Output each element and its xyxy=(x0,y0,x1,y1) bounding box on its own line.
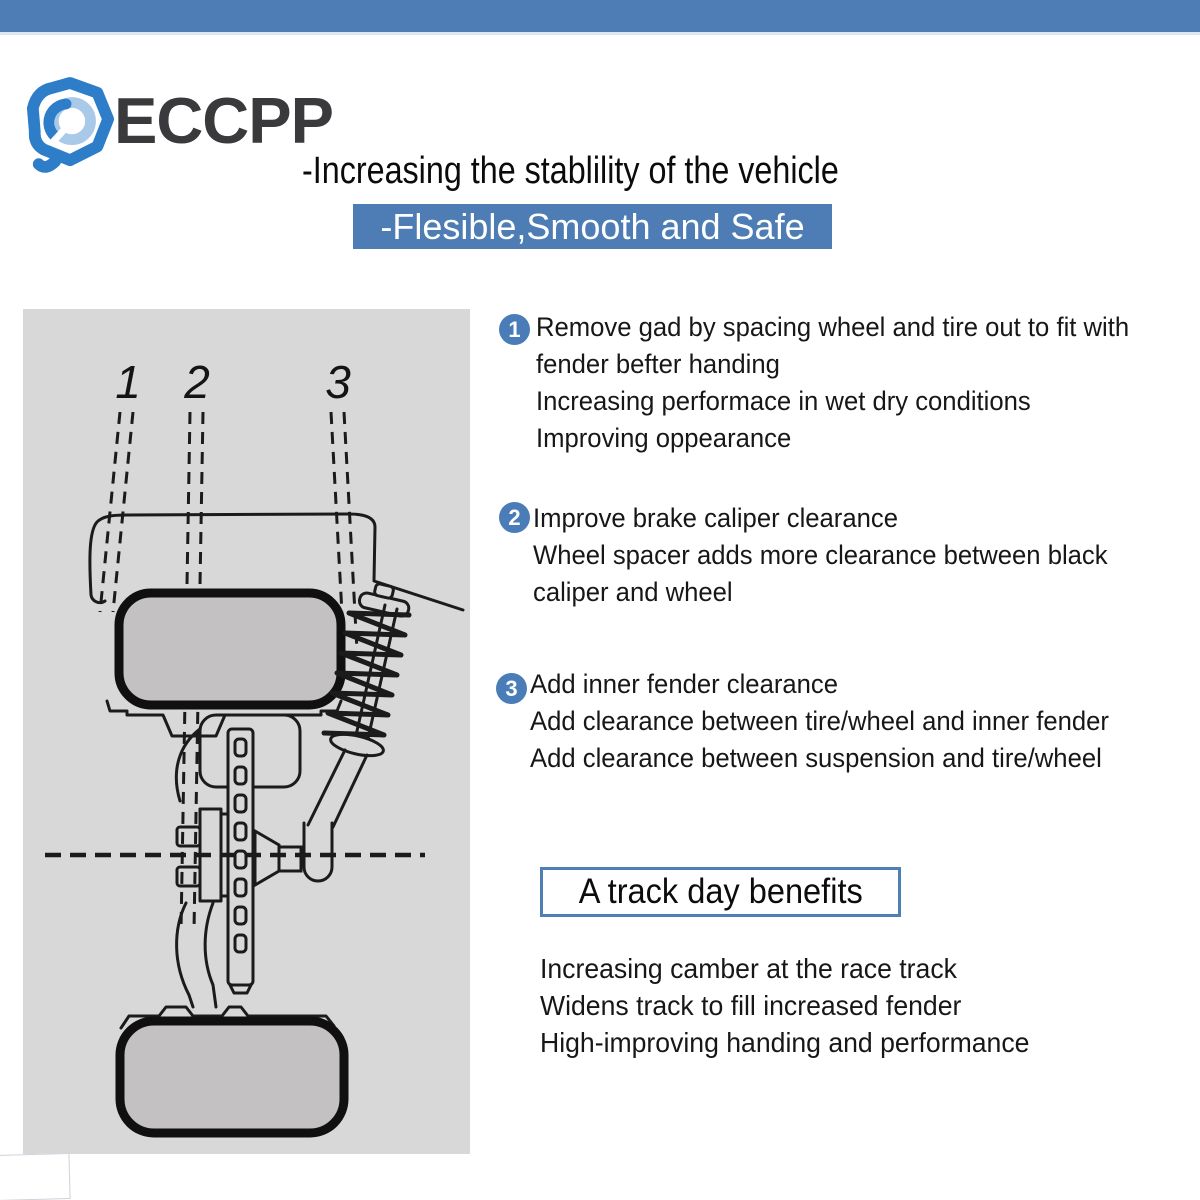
brake-rotor xyxy=(228,729,253,993)
benefit-line: caliper and wheel xyxy=(533,577,733,607)
track-day-text xyxy=(540,950,1029,1061)
diagram-label-1: 1 xyxy=(115,356,141,408)
benefit-line: Improve brake caliper clearance xyxy=(533,503,898,533)
suspension-diagram xyxy=(23,309,470,1154)
track-day-line: Increasing camber at the race track xyxy=(540,953,957,984)
benefit-line: Add inner fender clearance xyxy=(530,669,839,699)
benefit-2-badge: 2 xyxy=(499,502,530,533)
suspension-diagram-panel xyxy=(23,309,470,1154)
track-day-title: A track day benefits xyxy=(578,872,863,911)
track-day-line: High-improving handing and performance xyxy=(540,1027,1030,1058)
strut-and-ball-joint xyxy=(304,750,367,881)
diagram-label-3: 3 xyxy=(325,356,351,408)
eccpp-nut-icon xyxy=(26,76,114,174)
benefit-line: Add clearance between suspension and tire/wheel xyxy=(530,743,1102,773)
benefit-3-badge: 3 xyxy=(496,673,527,704)
benefit-1-text xyxy=(536,309,1129,457)
benefit-3-text xyxy=(530,666,1109,777)
hub-axle xyxy=(255,831,301,885)
subtitle-text: -Flesible,Smooth and Safe xyxy=(380,205,805,247)
benefit-2-text xyxy=(533,500,1108,611)
benefit-line: Improving oppearance xyxy=(536,423,792,453)
benefit-line: Add clearance between tire/wheel and inner fender xyxy=(530,706,1109,736)
diagram-label-2: 2 xyxy=(184,356,210,408)
lower-tire xyxy=(120,1007,344,1133)
track-day-line: Widens track to fill increased fender xyxy=(540,990,962,1021)
headline: -Increasing the stablility of the vehicle xyxy=(302,150,839,192)
benefit-line: Remove gad by spacing wheel and tire out to fit with xyxy=(536,312,1130,342)
subtitle-banner xyxy=(353,204,832,249)
corner-box xyxy=(0,1153,71,1200)
benefit-line: Wheel spacer adds more clearance between black xyxy=(533,540,1108,570)
top-bar xyxy=(0,0,1200,35)
benefit-line: fender befter handing xyxy=(536,349,780,379)
benefit-line: Increasing performace in wet dry conditions xyxy=(536,386,1031,416)
benefit-1-badge: 1 xyxy=(499,314,530,345)
track-day-title-box xyxy=(540,867,901,917)
brand-name: ECCPP xyxy=(114,84,333,157)
